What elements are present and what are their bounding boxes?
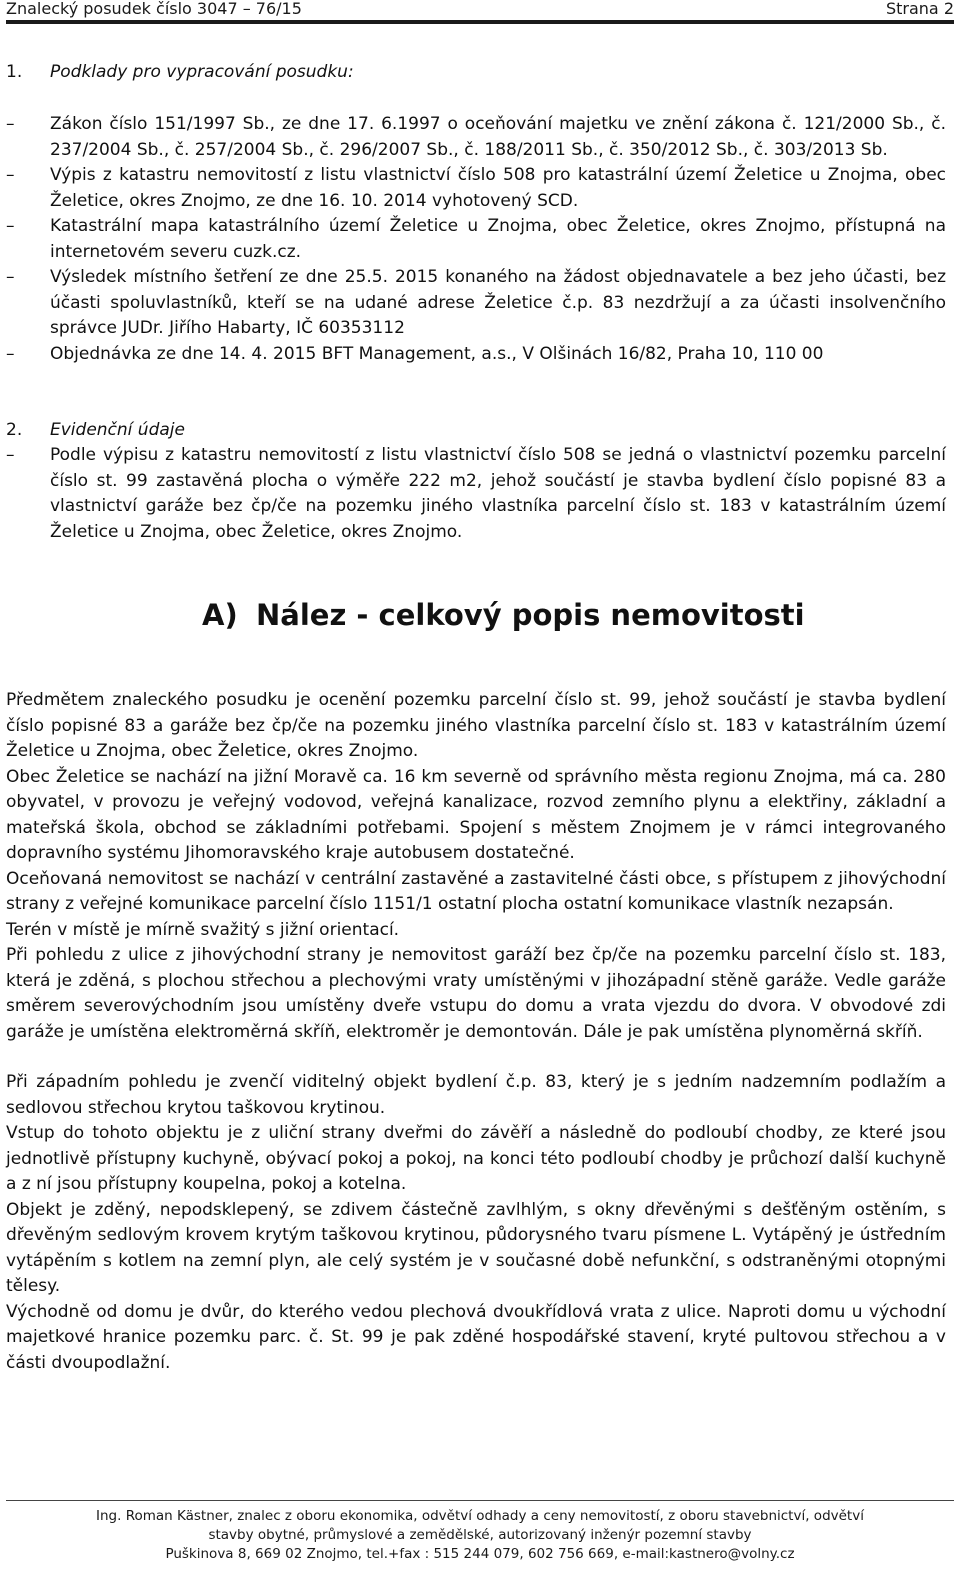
dash-bullet: – [6,165,15,185]
dash-bullet: – [6,114,15,134]
main-section-title [202,598,805,632]
paragraph: Oceňovaná nemovitost se nachází v centrální zastavěné a zastavitelné části obce, s přístupem z jihovýchodní strany z veřejné komunikace parcelní číslo 1151/1 ostatní plocha ostatní komunikace vlastník nezapsán. [6,868,946,914]
list-item: – Výpis z katastru nemovitostí z listu vlastnictví číslo 508 pro katastrální území Želetice u Znojma, obec Želetice, okres Znojmo, ze dne 16. 10. 2014 vyhotovený SCD. [6,165,946,211]
list-item: – Katastrální mapa katastrálního území Želetice u Znojma, obec Želetice, okres Znojmo, přístupná na internetovém severu cuzk.cz. [6,216,946,262]
section-1-heading [6,60,354,84]
footer-line: stavby obytné, průmyslové a zemědělské, autorizovaný inženýr pozemní stavby [208,1527,752,1543]
dash-bullet: – [6,267,15,287]
paragraph: Předmětem znaleckého posudku je ocenění pozemku parcelní číslo st. 99, jehož součástí je stavba bydlení číslo popisné 83 a garáže bez čp/če na pozemku jiného vlastníka parcelní číslo st. 183 v katastrálním území Želetice u Znojma, obec Želetice, okres Znojmo. [6,690,946,761]
paragraph: Terén v místě je mírně svažitý s jižní orientací. [6,919,400,940]
page-number: Strana 2 [885,0,954,18]
list-item: – Výsledek místního šetření ze dne 25.5. 2015 konaného na žádost objednavatele a bez jeho účasti, bez účasti spoluvlastníků, kteří se na udané adrese Želetice č.p. 83 nezdržují a za účasti insolvenčního správce JUDr. Jiřího Habarty, IČ 60353112 [6,267,946,338]
footer-line: Ing. Roman Kästner, znalec z oboru ekonomika, odvětví odhady a ceny nemovitostí, z oboru stavebnictví, odvětví [96,1508,864,1524]
list-item: – Podle výpisu z katastru nemovitostí z listu vlastnictví číslo 508 se jedná o vlastnictví pozemku parcelní číslo st. 99 zastavěná plocha o výměře 222 m2, jehož součástí je stavba bydlení číslo popisné 83 a vlastnictví garáže bez čp/če na pozemku jiného vlastníka parcelní číslo st. 183 v katastrálním území Želetice u Znojma, obec Želetice, okres Znojmo. [6,445,946,542]
dash-bullet: – [6,216,15,236]
paragraph: Vstup do tohoto objektu je z uliční strany dveřmi do závěří a následně do podloubí chodby, ze které jsou jednotlivě přístupny kuchyně, obývací pokoj a pokoj, na konci této podloubí chodby je průchozí další kuchyně a z ní jsou přístupny koupelna, pokoj a kotelna. [6,1123,946,1194]
section-1-number: 1. [6,62,23,82]
paragraph: Východně od domu je dvůr, do kterého vedou plechová dvoukřídlová vrata z ulice. Naproti domu u východní majetkové hranice pozemku parc. č. St. 99 je pak zděné hospodářské stavení, kryté pultovou střechou a v části dvoupodlažní. [6,1301,946,1373]
dash-bullet: – [6,445,15,465]
list-item: – Objednávka ze dne 14. 4. 2015 BFT Management, a.s., V Olšinách 16/82, Praha 10, 110 00 [6,342,946,368]
main-section-text: Nález - celkový popis nemovitosti [256,598,805,632]
document-title: Znalecký posudek číslo 3047 – 76/15 [6,0,302,18]
paragraph: Při západním pohledu je zvenčí viditelný objekt bydlení č.p. 83, který je s jedním nadzemním podlažím a sedlovou střechou krytou taškovou krytinou. [6,1072,946,1118]
page-footer [6,1500,954,1564]
section-2-heading [6,418,185,442]
section-2-number: 2. [6,420,23,440]
section-2-title: Evidenční údaje [50,420,185,440]
paragraph: Obec Želetice se nachází na jižní Moravě ca. 16 km severně od správního města regionu Znojma, má ca. 280 obyvatel, v provozu je veřejný vodovod, veřejná kanalizace, rozvod zemního plynu a elektřiny, základní a mateřská škola, obchod se základními potřebami. Spojení s městem Znojmem je v rámci integrovaného dopravního systému Jihomoravského kraje autobusem dostatečné. [6,766,946,863]
dash-bullet: – [6,343,15,364]
section-1-title: Podklady pro vypracování posudku: [50,62,354,82]
paragraph: Při pohledu z ulice z jihovýchodní strany je nemovitost garáží bez čp/če na pozemku parcelní číslo st. 183, která je zděná, s plochou střechou a plechovými vraty umístěnými v jihozápadní stěně garáže. Vedle garáže směrem severovýchodním jsou umístěny dveře vstupu do domu a vrata vjezdu do dvora. V obvodové zdi garáže je umístěna elektroměrná skříň, elektroměr je demontován. Dále je pak umístěna plynoměrná skříň. [6,945,946,1042]
main-section-letter: A) [202,598,238,632]
list-item: – Zákon číslo 151/1997 Sb., ze dne 17. 6.1997 o oceňování majetku ve znění zákona č. 121/2000 Sb., č. 237/2004 Sb., č. 257/2004 Sb., č. 296/2007 Sb., č. 188/2011 Sb., č. 350/2012 Sb., č. 303/2013 Sb. [6,114,946,160]
records-list [6,443,946,545]
page-header [6,0,954,24]
sources-list [6,112,946,367]
footer-line: Puškinova 8, 669 02 Znojmo, tel.+fax : 515 244 079, 602 756 669, e-mail:kastnero@volny.cz [165,1546,795,1562]
finding-body [6,688,946,1376]
paragraph: Objekt je zděný, nepodsklepený, se zdivem částečně zavlhlým, s okny dřevěnými s dešťěným ostěním, s dřevěným sedlovým krovem krytým taškovou krytinou, půdorysného tvaru písmene L. Vytápěný je ústředním vytápěním s kotlem na zemní plyn, ale celý systém je v současné době nefunkční, s odstraněnými otopnými tělesy. [6,1199,946,1296]
